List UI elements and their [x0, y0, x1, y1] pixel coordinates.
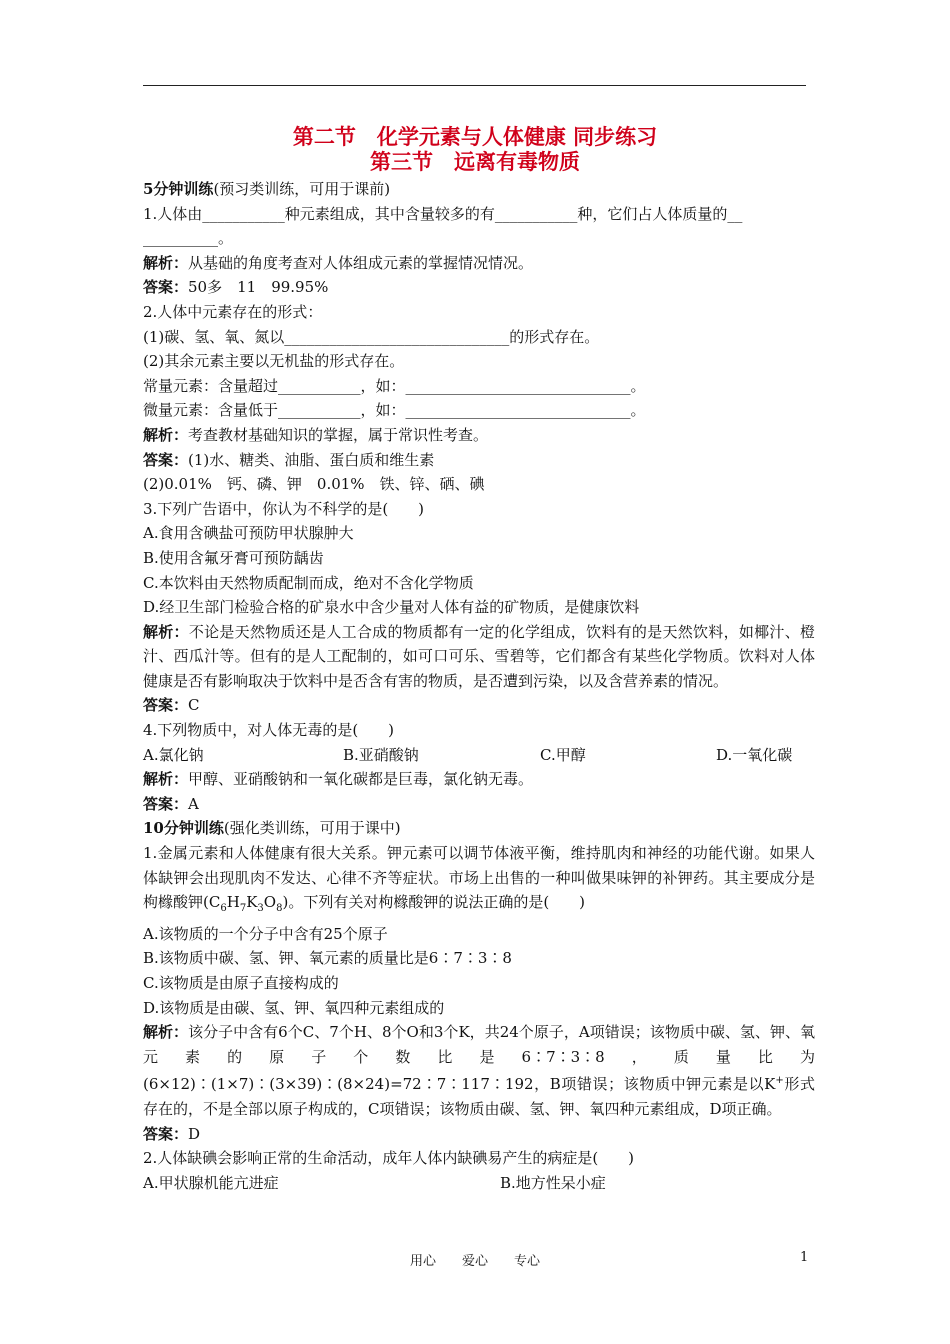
q6-options	[143, 1171, 815, 1196]
q1-line2: __________。	[143, 229, 234, 248]
section-heading-10min: 10分钟训练(强化类训练，可用于课中)	[143, 819, 401, 838]
q1-analysis: 解析：从基础的角度考查对人体组成元素的掌握情况情况。	[143, 253, 534, 272]
q3-option-c: C.本饮料由天然物质配制而成，绝对不含化学物质	[143, 573, 474, 592]
page-number: 1	[800, 1250, 809, 1265]
q1-answer: 答案：50多 11 99.95%	[143, 278, 329, 297]
page-subtitle: 第三节 远离有毒物质	[370, 149, 580, 174]
q4-stem: 4.下列物质中，对人体无毒的是( )	[143, 721, 395, 740]
q2-answer: 答案：(1)水、糖类、油脂、蛋白质和维生素	[143, 450, 435, 469]
header-rule	[143, 85, 806, 86]
q2-analysis: 解析：考查教材基础知识的掌握，属于常识性考查。	[143, 425, 489, 444]
q3-option-b: B.使用含氟牙膏可预防龋齿	[143, 548, 324, 567]
q2-stem: 2.人体中元素存在的形式：	[143, 302, 323, 321]
page-title: 第二节 化学元素与人体健康 同步练习	[292, 124, 658, 149]
q6-option-a: A.甲状腺机能亢进症	[143, 1173, 279, 1192]
q3-option-d: D.经卫生部门检验合格的矿泉水中含少量对人体有益的矿物质，是健康饮料	[143, 598, 640, 617]
q4-answer: 答案：A	[143, 794, 199, 813]
q4-option-b: B.亚硝酸钠	[343, 745, 419, 764]
q6-option-b: B.地方性呆小症	[500, 1173, 606, 1192]
q3-stem: 3.下列广告语中，你认为不科学的是( )	[143, 499, 425, 518]
q4-options	[143, 743, 815, 768]
q2-part1: (1)碳、氢、氧、氮以______________________________的形式存在。	[143, 327, 600, 346]
q2-part2: (2)其余元素主要以无机盐的形式存在。	[143, 352, 405, 371]
q4-option-a: A.氯化钠	[143, 745, 204, 764]
q4-analysis: 解析：甲醇、亚硝酸钠和一氧化碳都是巨毒，氯化钠无毒。	[143, 770, 534, 789]
q3-analysis: 解析：不论是天然物质还是人工合成的物质都有一定的化学组成，饮料有的是天然饮料，如椰汁、橙汁、西瓜汁等。但有的是人工配制的，如可口可乐、雪碧等，它们都含有某些化学物质。饮料对人体健康是否有影响取决于饮料中是否含有害的物质，是否遭到污染，以及含营养素的情况。	[143, 622, 815, 690]
q6-stem: 2.人体缺碘会影响正常的生命活动，成年人体内缺碘易产生的病症是( )	[143, 1149, 635, 1168]
section-heading-5min: 5分钟训练(预习类训练，可用于课前)	[143, 180, 391, 198]
q2-macro: 常量元素：含量超过___________，如：______________________________。	[143, 376, 646, 395]
q5-answer: 答案：D	[143, 1124, 201, 1143]
q1-line1: 1.人体由___________种元素组成，其中含量较多的有___________种，它们占人体质量的__	[143, 204, 743, 223]
q3-answer: 答案：C	[143, 696, 200, 715]
q5-option-c: C.该物质是由原子直接构成的	[143, 974, 339, 992]
q4-option-d: D.一氧化碳	[716, 745, 793, 764]
q5-option-b: B.该物质中碳、氢、钾、氧元素的质量比是6∶7∶3∶8	[143, 949, 512, 968]
document-body	[143, 177, 815, 1195]
q2-trace: 微量元素：含量低于___________，如：______________________________。	[143, 401, 646, 420]
q5-analysis: 解析：该分子中含有6个C、7个H、8个O和3个K，共24个原子，A项错误；该物质中碳、氢、钾、氧元素的原子个数比是6∶7∶3∶8，质量比为(6×12)∶(1×7)∶(3×39)∶(8×24)=72∶7∶117∶192，B项错误；该物质中钾元素是以K+形式存在的，不是全部以原子构成的，C项错误；该物质由碳、氢、钾、氧四种元素组成，D项正确。	[143, 1023, 815, 1118]
q4-option-c: C.甲醇	[540, 745, 586, 764]
q5-option-d: D.该物质是由碳、氢、钾、氧四种元素组成的	[143, 998, 445, 1017]
q3-option-a: A.食用含碘盐可预防甲状腺肿大	[143, 524, 354, 543]
q5-stem: 1.金属元素和人体健康有很大关系。钾元素可以调节体液平衡，维持肌肉和神经的功能代谢。如果人体缺钾会出现肌肉不发达、心律不齐等症状。市场上出售的一种叫做果味钾的补钾药。其主要成分是枸橼酸钾$(C_6H_7K_3O_8)$。下列有关对枸橼酸钾的说法正确的是( )	[143, 844, 815, 915]
q2-answer-2: (2)0.01% 钙、磷、钾 0.01% 铁、锌、硒、碘	[143, 475, 485, 494]
q5-option-a: A.该物质的一个分子中含有25个原子	[143, 924, 388, 943]
footer-motto: 用心 爱心 专心	[409, 1254, 540, 1269]
